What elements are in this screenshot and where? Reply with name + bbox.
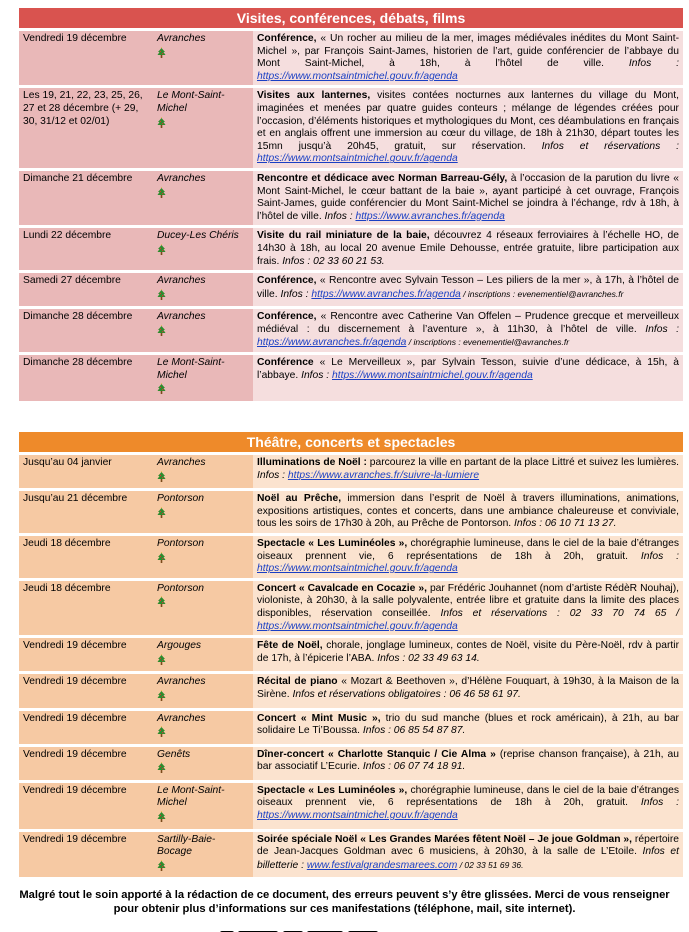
event-description: « Rencontre avec Catherine Van Offelen – Prudence grecque et merveilleux médiéval : du discernement à l’aventure », à 11h30, à l’hôtel de ville. <box>257 311 679 335</box>
event-title: Concert « Cavalcade en Cocazie », <box>257 582 427 594</box>
event-row <box>19 355 683 401</box>
event-description: répertoire de Jean-Jacques Goldman avec 6 musiciens, à 20h30, à la salle de L’Etoile. <box>257 833 680 858</box>
event-date: Samedi 27 décembre <box>23 275 121 287</box>
christmas-tree-icon <box>157 244 166 255</box>
event-row <box>19 581 683 635</box>
event-description-cell <box>253 171 683 225</box>
event-place-cell <box>153 536 253 578</box>
event-row <box>19 747 683 780</box>
event-place-cell <box>153 491 253 533</box>
event-place: Avranches <box>157 712 206 724</box>
event-date-cell <box>19 536 153 578</box>
event-description-cell <box>253 711 683 744</box>
event-place: Avranches <box>157 275 206 287</box>
christmas-tree-icon <box>157 726 166 737</box>
event-description-cell <box>253 309 683 352</box>
event-place-cell <box>153 355 253 401</box>
event-extra-info: / inscriptions : evenementiel@avranches.fr <box>460 288 624 299</box>
event-title: Dîner-concert « Charlotte Stanquic / Cie Alma » <box>257 748 496 760</box>
christmas-tree-icon <box>157 552 166 563</box>
event-place: Genêts <box>157 748 191 760</box>
event-row <box>19 88 683 168</box>
event-link[interactable]: www.festivalgrandesmarees.com <box>306 859 458 871</box>
event-link[interactable]: https://www.montsaintmichel.gouv.fr/agenda <box>257 810 458 822</box>
event-place: Avranches <box>157 172 206 184</box>
event-date: Jeudi 18 décembre <box>23 537 111 549</box>
event-title: Conférence, <box>257 275 317 287</box>
event-row <box>19 536 683 578</box>
event-row <box>19 31 683 85</box>
christmas-tree-icon <box>157 471 166 482</box>
event-place-cell <box>153 88 253 168</box>
event-row <box>19 228 683 270</box>
event-row <box>19 638 683 671</box>
event-info-label: Infos : <box>277 288 309 300</box>
event-link[interactable]: https://www.avranches.fr/suivre-la-lumiere <box>287 469 480 481</box>
event-date: Vendredi 19 décembre <box>23 833 127 845</box>
event-info-label: Infos : <box>604 58 679 70</box>
event-description-cell <box>253 747 683 780</box>
event-title: Illuminations de Noël : <box>257 457 367 468</box>
event-date-cell <box>19 171 153 225</box>
event-title: Récital de piano <box>257 676 338 688</box>
event-place-cell <box>153 747 253 780</box>
event-place-cell <box>153 228 253 270</box>
event-row <box>19 455 683 488</box>
christmas-tree-icon <box>157 187 166 198</box>
event-description: parcourez la ville en partant de la place Littré et suivez les lumières. <box>366 457 679 468</box>
event-description: immersion dans l’esprit de Noël à travers illuminations, animations, expositions artistiques, contes et concerts, dans une ambiance chaleureuse et conviviale, tous les soirs de 17h30 à 20h, au Prêche de Pontorson. <box>257 493 679 530</box>
event-title: Soirée spéciale Noël « Les Grandes Marées fêtent Noël – Je joue Goldman », <box>257 833 633 845</box>
event-title: Conférence, <box>257 33 317 44</box>
event-date: Vendredi 19 décembre <box>23 640 127 652</box>
event-description-cell <box>253 455 683 488</box>
event-title: Conférence, <box>257 311 317 323</box>
event-date-cell <box>19 228 153 270</box>
event-place: Pontorson <box>157 537 204 549</box>
event-place-cell <box>153 674 253 707</box>
event-info-label: Infos : <box>257 469 286 481</box>
event-extra-info: / 02 33 51 69 36. <box>457 859 524 870</box>
event-row <box>19 273 683 306</box>
event-date-cell <box>19 783 153 829</box>
event-title: Conférence <box>257 357 314 369</box>
event-place: Avranches <box>157 676 206 688</box>
event-info-label: Infos et billetterie : <box>257 846 679 871</box>
event-description-cell <box>253 581 683 635</box>
event-description: « Un rocher au milieu de la mer, images médiévales inédites du Mont Saint-Michel », par François Saint-James, historien de l’art, guide conférencier de l’abbaye du Mont Saint-Michel, à 18h, à l’hôtel de ville. <box>257 33 679 70</box>
event-row <box>19 309 683 352</box>
event-date: Les 19, 21, 22, 23, 25, 26, 27 et 28 décembre (+ 29, 30, 31/12 et 02/01) <box>23 90 143 127</box>
events-table <box>19 452 683 880</box>
event-title: Visite du rail miniature de la baie, <box>257 230 430 242</box>
event-place-cell <box>153 638 253 671</box>
event-place-cell <box>153 171 253 225</box>
event-description-cell <box>253 273 683 306</box>
event-link[interactable]: https://www.montsaintmichel.gouv.fr/agenda <box>257 70 458 82</box>
event-date-cell <box>19 638 153 671</box>
event-description: découvrez 4 réseaux ferroviaires à l’échelle HO, de 14h30 à 18h, au local 20 avenue Emile Dehousse, entrée gratuite, libre participation aux frais. <box>257 230 679 267</box>
event-info-label: Infos : 02 33 49 63 14. <box>374 652 480 664</box>
event-description-cell <box>253 491 683 533</box>
event-description-cell <box>253 832 683 878</box>
christmas-tree-icon <box>157 654 166 665</box>
event-place: Avranches <box>157 311 206 323</box>
event-date-cell <box>19 88 153 168</box>
event-place-cell <box>153 309 253 352</box>
event-place: Sartilly-Baie-Bocage <box>157 833 216 858</box>
event-place: Le Mont-Saint-Michel <box>157 784 225 809</box>
christmas-tree-icon <box>157 289 166 300</box>
section-visites <box>19 8 683 404</box>
event-description-cell <box>253 638 683 671</box>
event-row <box>19 491 683 533</box>
christmas-tree-icon <box>157 762 166 773</box>
event-place: Le Mont-Saint-Michel <box>157 90 225 114</box>
event-date: Lundi 22 décembre <box>23 230 112 242</box>
event-info-label: Infos : <box>298 369 330 381</box>
event-info-label: Infos : <box>321 210 353 222</box>
christmas-tree-icon <box>157 690 166 701</box>
event-description-cell <box>253 228 683 270</box>
event-place-cell <box>153 783 253 829</box>
christmas-tree-icon <box>157 47 166 58</box>
event-date: Vendredi 19 décembre <box>23 676 127 688</box>
event-place-cell <box>153 832 253 878</box>
event-title: Spectacle « Les Luminéoles », <box>257 537 408 549</box>
event-description: trio du sud manche (blues et rock américain), à 21h, au bar solidaire Le Ti’Boussa. <box>257 712 679 737</box>
christmas-tree-icon <box>157 383 166 394</box>
event-date-cell <box>19 355 153 401</box>
event-date: Dimanche 21 décembre <box>23 172 133 184</box>
event-title: Concert « Mint Music », <box>257 712 381 724</box>
event-description-cell <box>253 674 683 707</box>
event-info-label: Infos et réservations obligatoires : 06 46 58 61 97. <box>289 688 521 700</box>
event-description: (reprise chanson française), à 21h, au bar associatif L’Ecurie. <box>257 748 680 773</box>
event-place-cell <box>153 581 253 635</box>
event-description: « Mozart & Beethoven », d’Hélène Fouquart, à 19h30, à la Maison de la Sirène. <box>257 676 679 700</box>
event-info-label: Infos : 06 07 74 18 91. <box>360 761 466 773</box>
section-theatre <box>19 432 683 880</box>
event-date-cell <box>19 711 153 744</box>
event-link[interactable]: https://www.montsaintmichel.gouv.fr/agenda <box>257 153 458 165</box>
event-link[interactable]: https://www.montsaintmichel.gouv.fr/agenda <box>257 620 458 632</box>
event-title: Noël au Prêche, <box>257 493 342 505</box>
event-info-label: Infos : 06 10 71 13 27. <box>511 518 617 530</box>
event-info-label: Infos : 06 85 54 87 87. <box>360 725 466 737</box>
section-header: Visites, conférences, débats, films <box>19 8 683 28</box>
event-date-cell <box>19 455 153 488</box>
event-date: Jusqu’au 04 janvier <box>23 457 112 468</box>
christmas-tree-icon <box>157 596 166 607</box>
event-description: chorale, jonglage lumineux, contes de Noël, visite du Père-Noël, rdv à partir de 17h, à l’épicerie l’ABA. <box>257 640 679 664</box>
event-place-cell <box>153 273 253 306</box>
event-date: Vendredi 19 décembre <box>23 784 127 796</box>
event-place-cell <box>153 31 253 85</box>
event-date: Jeudi 18 décembre <box>23 582 111 594</box>
event-info-label: Infos et réservations : 02 33 70 74 65 / <box>430 607 680 619</box>
event-place-cell <box>153 711 253 744</box>
event-row <box>19 171 683 225</box>
event-info-label: Infos : 02 33 60 21 53. <box>279 255 385 267</box>
event-description-cell <box>253 31 683 85</box>
event-title: Fête de Noël, <box>257 640 323 652</box>
event-info-label: Infos et réservations : <box>525 140 679 152</box>
event-date-cell <box>19 674 153 707</box>
christmas-tree-icon <box>157 860 166 871</box>
event-date-cell <box>19 747 153 780</box>
event-title: Spectacle « Les Luminéoles », <box>257 784 408 796</box>
event-description-cell <box>253 783 683 829</box>
event-description: « Rencontre avec Sylvain Tesson – Les piliers de la mer », à 17h, à l’hôtel de ville. <box>257 275 679 300</box>
event-row <box>19 674 683 707</box>
event-description-cell <box>253 355 683 401</box>
event-row <box>19 832 683 878</box>
event-date: Dimanche 28 décembre <box>23 311 133 323</box>
event-link[interactable]: https://www.montsaintmichel.gouv.fr/agenda <box>257 563 458 575</box>
event-extra-info: / inscriptions : evenementiel@avranches.fr <box>406 337 570 348</box>
event-link[interactable]: https://www.avranches.fr/agenda <box>311 288 461 300</box>
event-description: par Frédéric Jouhannet (nom d’artiste RédèR Nouhaj), violoniste, à 20h30, à la salle polyvalente, entrée libre et gratuite dans la limite des places disponibles, réservation conseillée. <box>257 582 679 619</box>
event-description: chorégraphie lumineuse, dans le ciel de la baie d’étranges oiseaux prennent vie, 6 représentations de 18h à 20h, gratuit. <box>257 784 679 809</box>
section-header: Théâtre, concerts et spectacles <box>19 432 683 452</box>
event-date: Vendredi 19 décembre <box>23 748 127 760</box>
christmas-tree-icon <box>157 117 166 128</box>
cut-off-text-decoration <box>220 922 450 932</box>
event-description: « Le Merveilleux », par Sylvain Tesson, suivie d’une dédicace, à 15h, à l’abbaye. <box>257 357 679 381</box>
event-info-label: Infos : <box>627 797 679 809</box>
event-date-cell <box>19 491 153 533</box>
event-description: visites contées nocturnes aux lanternes du village du Mont, imaginées et menées par quatre guides conteurs ; mélange de légendes créées pour l’occasion, d’éléments historiques et mythologiques du Mont, ces déambulations en français et en anglais offrent une immersion au cœur du village, de 18h à 21h30, départ toutes les 15mn jusqu’à 20h45, gratuit, sur réservation. <box>257 90 679 152</box>
event-row <box>19 711 683 744</box>
event-place: Ducey-Les Chéris <box>157 230 239 242</box>
event-date-cell <box>19 309 153 352</box>
event-place: Avranches <box>157 457 206 468</box>
event-row <box>19 783 683 829</box>
event-date: Vendredi 19 décembre <box>23 712 127 724</box>
event-info-label: Infos : <box>636 323 680 335</box>
event-date: Jusqu’au 21 décembre <box>23 493 128 505</box>
event-place: Argouges <box>157 640 202 652</box>
event-title: Visites aux lanternes, <box>257 90 371 102</box>
event-description: chorégraphie lumineuse, dans le ciel de la baie d’étranges oiseaux prennent vie, 6 représentations de 18h à 20h, gratuit. <box>257 537 679 562</box>
event-place-cell <box>153 455 253 488</box>
christmas-tree-icon <box>157 811 166 822</box>
event-date-cell <box>19 31 153 85</box>
event-info-label: Infos : <box>627 550 679 562</box>
event-description-cell <box>253 88 683 168</box>
event-date: Dimanche 28 décembre <box>23 357 133 369</box>
event-description-cell <box>253 536 683 578</box>
events-table <box>19 28 683 404</box>
christmas-tree-icon <box>157 507 166 518</box>
event-place: Le Mont-Saint-Michel <box>157 357 225 381</box>
event-link[interactable]: https://www.montsaintmichel.gouv.fr/agenda <box>332 369 533 381</box>
event-link[interactable]: https://www.avranches.fr/agenda <box>257 337 407 349</box>
event-place: Pontorson <box>157 493 204 505</box>
event-place: Pontorson <box>157 582 204 594</box>
event-title: Rencontre et dédicace avec Norman Barreau-Gély, <box>257 172 508 184</box>
christmas-tree-icon <box>157 325 166 336</box>
event-date-cell <box>19 832 153 878</box>
event-link[interactable]: https://www.avranches.fr/agenda <box>355 210 505 222</box>
event-description: à l’occasion de la parution du livre « Mont Saint-Michel, le cœur battant de la baie », ayant participé à cet ouvrage, François Saint-James, guide conférencier du Mont Saint-Michel se joindra à l’échange, rdv à 18h, à l’hôtel de ville. <box>257 172 679 222</box>
event-date: Vendredi 19 décembre <box>23 33 127 44</box>
event-place: Avranches <box>157 33 206 44</box>
event-date-cell <box>19 581 153 635</box>
event-date-cell <box>19 273 153 306</box>
disclaimer-text: Malgré tout le soin apporté à la rédaction de ce document, des erreurs peuvent s’y être glissées. Merci de vous renseigner pour obtenir plus d’informations sur ces manifestations (téléphone, mail, site internet). <box>19 889 670 915</box>
